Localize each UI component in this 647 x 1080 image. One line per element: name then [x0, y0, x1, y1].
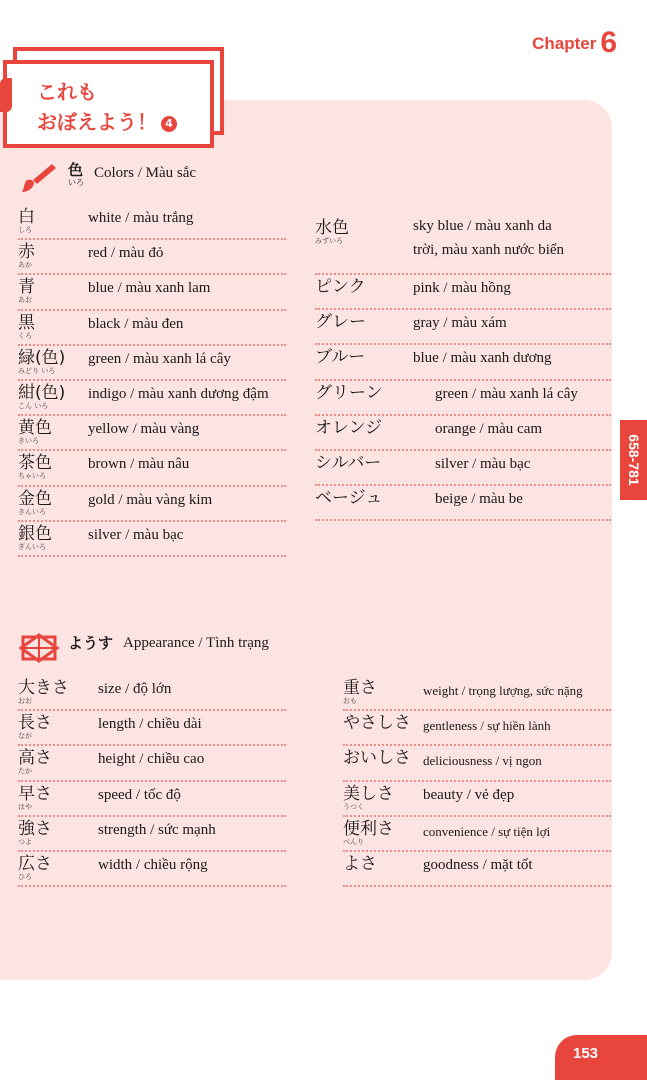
vocab-meaning: strength / sức mạnh — [98, 821, 216, 838]
vocab-meaning: indigo / màu xanh dương đậm — [88, 386, 269, 402]
vocab-reading: ちゃいろ — [18, 472, 46, 481]
vocab-reading: おお — [18, 697, 32, 705]
vocab-word: グレー — [315, 312, 366, 333]
vocab-word: 大きさ — [18, 678, 69, 698]
section-appearance-label: Appearance / Tình trạng — [123, 635, 269, 651]
vocab-meaning: green / màu xanh lá cây — [435, 385, 578, 402]
vocab-meaning: gray / màu xám — [413, 315, 507, 332]
section-appearance-header — [18, 632, 269, 664]
vocab-word: 美しさ — [343, 783, 394, 804]
vocab-entry — [343, 746, 611, 781]
vocab-word: 広さ — [18, 854, 52, 874]
vocab-word: 黒 — [18, 312, 35, 333]
vocab-entry — [18, 416, 286, 451]
vocab-entry — [18, 852, 286, 887]
vocab-entry — [18, 782, 286, 817]
vocab-entry — [18, 746, 286, 781]
vocab-entry — [315, 345, 611, 380]
vocab-meaning: white / màu trắng — [88, 210, 194, 226]
vocab-entry — [315, 451, 611, 486]
title-line-2 — [37, 106, 177, 135]
vocab-word: 高さ — [18, 748, 52, 769]
vocab-word: 早さ — [18, 783, 52, 804]
vocab-word: よさ — [343, 854, 377, 874]
vocab-entry — [343, 711, 611, 746]
vocab-reading: つよ — [18, 837, 32, 846]
vocab-word: グリーン — [315, 382, 383, 403]
section-colors-ruby: いろ — [68, 177, 84, 187]
vocab-word: 便利さ — [343, 818, 394, 839]
chapter-heading — [532, 26, 617, 60]
vocab-reading: うつく — [343, 802, 364, 811]
vocab-reading: きいろ — [18, 437, 39, 446]
section-colors-header — [18, 162, 196, 194]
vocab-entry — [18, 205, 286, 240]
vocab-meaning: brown / màu nâu — [88, 456, 190, 473]
vocab-meaning: orange / màu cam — [435, 420, 543, 437]
paintbrush-icon — [18, 162, 64, 194]
vocab-word: ピンク — [315, 277, 366, 297]
title-line-2-text: おぼえよう！ — [37, 110, 157, 134]
vocab-entry — [18, 522, 286, 557]
vocab-reading: しろ — [18, 226, 32, 234]
vocab-word: 青 — [18, 277, 35, 298]
vocab-word: 白 — [18, 207, 35, 227]
vocab-entry — [18, 711, 286, 746]
vocab-word: 黄色 — [18, 418, 52, 439]
vocab-reading: こん いろ — [18, 402, 49, 410]
vocab-word: シルバー — [315, 453, 382, 473]
vocab-reading: はや — [18, 802, 32, 811]
vocab-reading: ひろ — [18, 873, 32, 881]
vocab-entry — [343, 782, 611, 817]
vocab-word: 強さ — [18, 818, 52, 839]
vocab-meaning: weight / trọng lượng, sức nặng — [423, 683, 583, 698]
vocab-reading: きんいろ — [18, 507, 46, 516]
vocab-meaning: black / màu đen — [88, 315, 184, 332]
title-badge: 4 — [161, 116, 177, 132]
vocab-entry — [18, 311, 286, 346]
vocab-meaning: blue / màu xanh dương — [413, 350, 552, 367]
vocab-entry — [18, 346, 286, 381]
section-appearance-ja: ようす — [68, 634, 114, 652]
vocab-word: 緑(色) — [18, 347, 66, 368]
chapter-number: 6 — [600, 26, 617, 59]
vocab-word: ブルー — [315, 347, 366, 368]
section-colors-word: 色 — [68, 161, 84, 179]
vocab-word: やさしさ — [343, 713, 411, 734]
vocab-entry — [315, 381, 611, 416]
vocab-meaning: convenience / sự tiện lợi — [423, 823, 551, 839]
vocab-entry — [18, 817, 286, 852]
vocab-entry — [343, 852, 611, 887]
vocab-entry — [18, 275, 286, 310]
cube-outline-icon — [18, 632, 64, 664]
vocab-entry — [18, 487, 286, 522]
vocab-meaning: deliciousness / vị ngon — [423, 753, 542, 769]
vocab-meaning: width / chiều rộng — [98, 857, 208, 873]
vocab-entry — [315, 416, 611, 451]
vocab-word: 重さ — [343, 678, 377, 698]
vocab-entry — [315, 486, 611, 521]
vocab-entry — [18, 451, 286, 486]
vocab-word: 紺(色) — [18, 383, 66, 403]
vocab-reading: みどり いろ — [18, 366, 56, 375]
vocab-entry — [315, 310, 611, 345]
page-number: 153 — [555, 1035, 647, 1080]
vocab-meaning: yellow / màu vàng — [88, 421, 200, 438]
chapter-word: Chapter — [532, 34, 597, 53]
vocab-reading: みずいろ — [315, 237, 343, 245]
vocab-meaning: beige / màu be — [435, 491, 523, 508]
vocab-reading: あか — [18, 261, 32, 270]
vocab-word: 長さ — [18, 713, 52, 734]
vocab-meaning: blue / màu xanh lam — [88, 280, 211, 297]
vocab-meaning: silver / màu bạc — [88, 526, 184, 543]
vocab-reading: ぎんいろ — [18, 542, 46, 551]
vocab-word: ベージュ — [315, 488, 383, 509]
vocab-meaning: gold / màu vàng kim — [88, 491, 213, 508]
vocab-meaning: speed / tốc độ — [98, 786, 181, 803]
vocab-entry — [315, 275, 611, 310]
side-tab-label: 658-781 — [625, 434, 642, 486]
vocab-word: 茶色 — [18, 453, 52, 474]
vocab-reading: べんり — [343, 837, 364, 846]
vocab-entry — [343, 676, 611, 711]
vocab-meaning: size / độ lớn — [98, 681, 172, 697]
vocab-word: 金色 — [18, 488, 52, 509]
vocab-meaning: height / chiều cao — [98, 751, 205, 768]
vocab-meaning: red / màu đỏ — [88, 245, 164, 262]
vocab-entry — [315, 205, 611, 275]
side-tab — [620, 420, 647, 500]
vocab-meaning: silver / màu bạc — [435, 456, 531, 472]
vocab-reading: なが — [18, 732, 32, 741]
section-colors-label: Colors / Màu sắc — [94, 165, 197, 181]
vocab-meaning-line2: trời, màu xanh nước biển — [413, 242, 565, 258]
vocab-reading: くろ — [18, 331, 32, 340]
vocab-word: 水色 — [315, 218, 349, 238]
title-line-1: これも — [37, 80, 97, 104]
title-box — [3, 60, 214, 148]
vocab-word: 赤 — [18, 242, 35, 263]
vocab-entry — [343, 817, 611, 852]
vocab-meaning: length / chiều dài — [98, 716, 202, 733]
vocab-meaning: sky blue / màu xanh da — [413, 218, 552, 234]
section-colors-ja — [68, 162, 84, 187]
vocab-word: オレンジ — [315, 417, 383, 438]
vocab-word: 銀色 — [18, 523, 52, 544]
vocab-reading: あお — [18, 296, 32, 305]
vocab-word: おいしさ — [343, 748, 411, 769]
vocab-meaning: beauty / vẻ đẹp — [423, 786, 515, 803]
title-accent — [0, 78, 12, 112]
vocab-entry — [18, 240, 286, 275]
vocab-meaning: goodness / mặt tốt — [423, 857, 533, 873]
vocab-meaning: gentleness / sự hiền lành — [423, 718, 551, 734]
vocab-meaning: green / màu xanh lá cây — [88, 350, 231, 367]
vocab-entry — [18, 676, 286, 711]
vocab-reading: おも — [343, 697, 357, 705]
vocab-entry — [18, 381, 286, 416]
vocab-reading: たか — [18, 767, 32, 776]
vocab-meaning: pink / màu hồng — [413, 280, 511, 296]
